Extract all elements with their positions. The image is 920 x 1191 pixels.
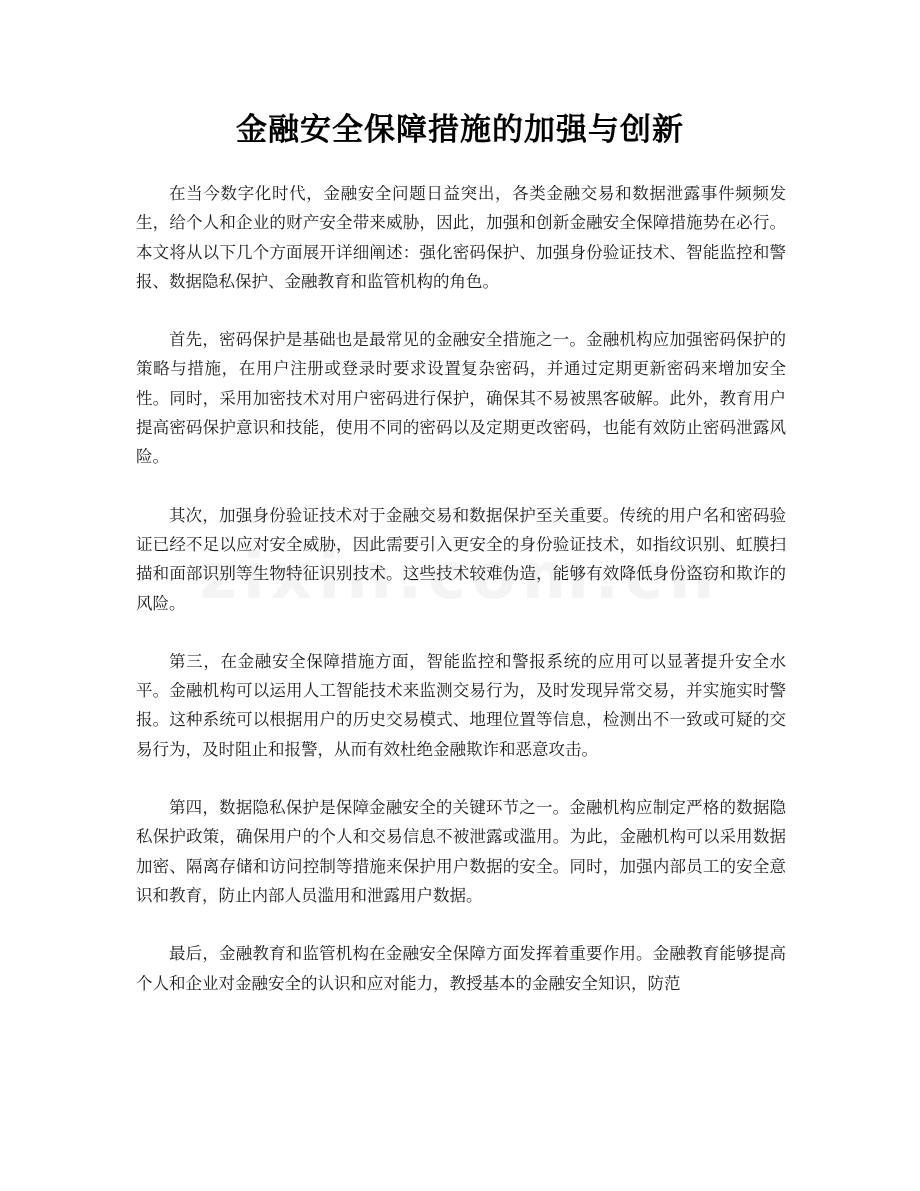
paragraph-identity-verification: 其次，加强身份验证技术对于金融交易和数据保护至关重要。传统的用户名和密码验证已经不足以应对安全威胁，因此需要引入更安全的身份验证技术，如指纹识别、虹膜扫描和面部识别等生物特征识别技术。这些技术较难伪造，能够有效降低身份盗窃和欺诈的风险。 bbox=[136, 505, 786, 613]
document-body bbox=[136, 179, 786, 1027]
paragraph-data-privacy: 第四，数据隐私保护是保障金融安全的关键环节之一。金融机构应制定严格的数据隐私保护政策，确保用户的个人和交易信息不被泄露或滥用。为此，金融机构可以采用数据加密、隔离存储和访问控制等措施来保护用户数据的安全。同时，加强内部员工的安全意识和教育，防止内部人员滥用和泄露用户数据。 bbox=[136, 798, 786, 905]
paragraph-password-protection: 首先，密码保护是基础也是最常见的金融安全措施之一。金融机构应加强密码保护的策略与措施，在用户注册或登录时要求设置复杂密码，并通过定期更新密码来增加安全性。同时，采用加密技术对用户密码进行保护，确保其不易被黑客破解。此外，教育用户提高密码保护意识和技能，使用不同的密码以及定期更改密码，也能有效防止密码泄露风险。 bbox=[136, 330, 786, 467]
paragraph-smart-monitoring: 第三，在金融安全保障措施方面，智能监控和警报系统的应用可以显著提升安全水平。金融机构可以运用人工智能技术来监测交易行为，及时发现异常交易，并实施实时警报。这种系统可以根据用户的历史交易模式、地理位置等信息，检测出不一致或可疑的交易行为，及时阻止和报警，从而有效杜绝金融欺诈和恶意攻击。 bbox=[136, 651, 786, 759]
paragraph-finance-education: 最后，金融教育和监管机构在金融安全保障方面发挥着重要作用。金融教育能够提高个人和企业对金融安全的认识和应对能力，教授基本的金融安全知识，防范 bbox=[136, 944, 786, 993]
paragraph-intro: 在当今数字化时代，金融安全问题日益突出，各类金融交易和数据泄露事件频频发生，给个人和企业的财产安全带来威胁，因此，加强和创新金融安全保障措施势在必行。本文将从以下几个方面展开详细阐述：强化密码保护、加强身份验证技术、智能监控和警报、数据隐私保护、金融教育和监管机构的角色。 bbox=[136, 184, 786, 291]
document-title: 金融安全保障措施的加强与创新 bbox=[236, 112, 684, 148]
